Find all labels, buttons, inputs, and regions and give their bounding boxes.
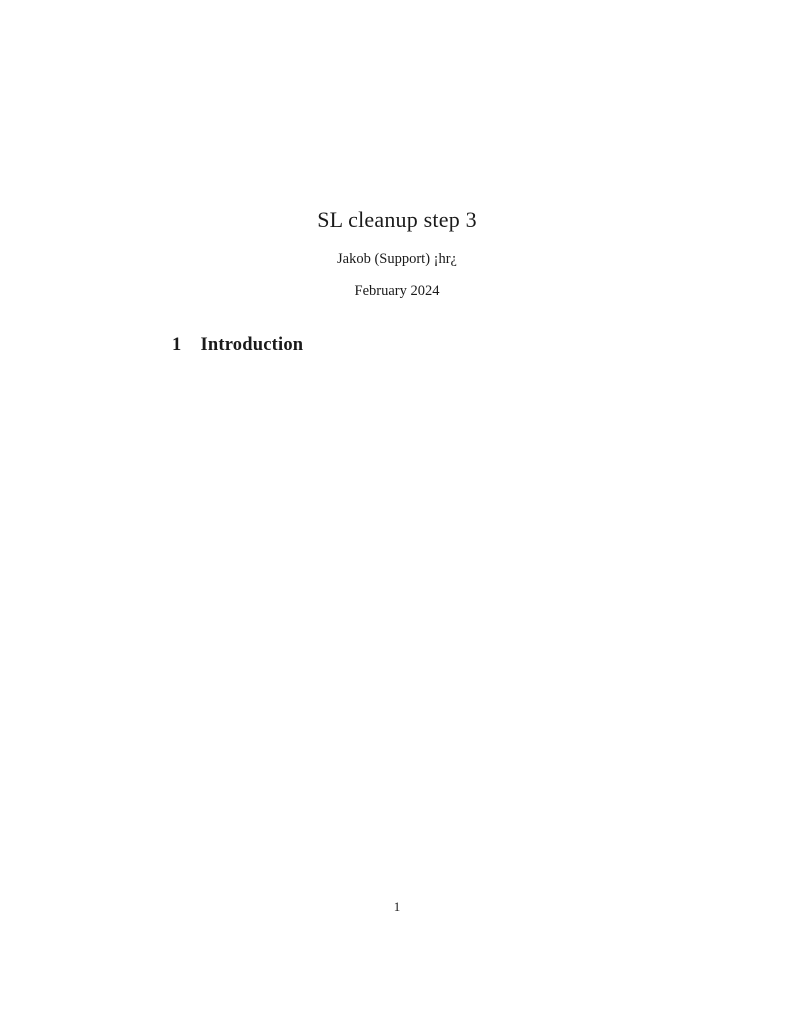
page-number: 1	[393, 899, 401, 914]
section-title: Introduction	[200, 335, 304, 355]
section-heading-introduction	[172, 335, 303, 356]
document-title: SL cleanup step 3	[317, 207, 477, 232]
section-number: 1	[172, 335, 182, 355]
page-footer	[0, 899, 794, 915]
document-author: Jakob (Support) ¡hr¿	[336, 251, 457, 267]
document-date: February 2024	[354, 283, 440, 299]
